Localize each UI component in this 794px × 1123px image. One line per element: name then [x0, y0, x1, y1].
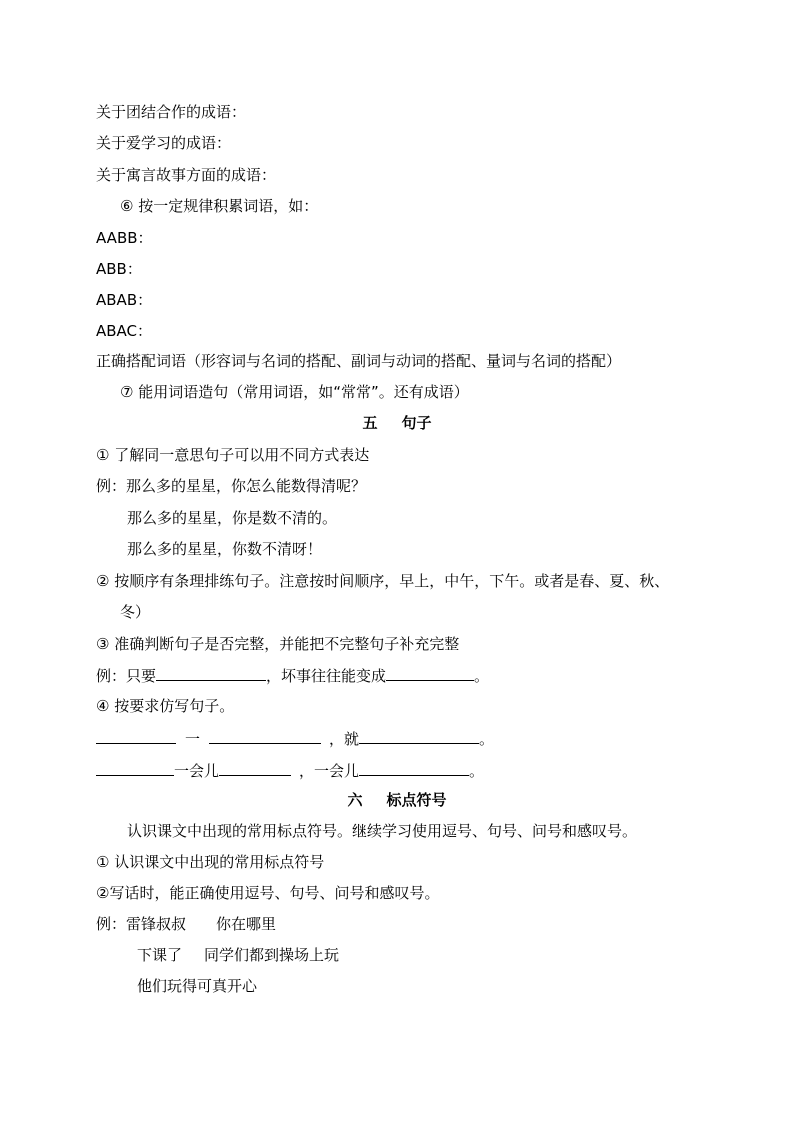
idiom-fable-line: 关于寓言故事方面的成语：: [96, 166, 277, 184]
item-7-line: ⑦ 能用词语造句（常用词语，如“常常”。还有成语）: [120, 383, 469, 401]
idiom-study-line: 关于爱学习的成语：: [96, 134, 232, 152]
pattern-abb: ABB：: [96, 260, 142, 278]
pattern-word-jiu: ，就: [329, 730, 360, 748]
section-5-number: 五: [362, 414, 378, 432]
section-6-number: 六: [347, 791, 363, 809]
example-class-over: 下课了: [137, 946, 183, 964]
fill-text-c: 。: [474, 667, 490, 685]
punctuation-example-1: [96, 914, 276, 934]
section-5-title: 句子: [401, 414, 432, 432]
fill-blank-example: [96, 665, 489, 686]
punctuation-item-2: ②写话时，能正确使用逗号、句号、问号和感叹号。: [96, 884, 440, 902]
sentence-item-2-cont: 冬）: [120, 603, 151, 621]
answer-blank[interactable]: [359, 728, 479, 744]
example-label: 例：雷锋叔叔: [96, 915, 187, 933]
example-question: 你在哪里: [216, 915, 277, 933]
pattern-exercise-2: [96, 760, 484, 781]
answer-blank[interactable]: [156, 665, 266, 681]
section-5-heading: [0, 413, 794, 433]
section-6-heading: [0, 790, 794, 810]
item-6-line: ⑥ 按一定规律积累词语，如：: [120, 197, 319, 215]
idiom-teamwork-line: 关于团结合作的成语：: [96, 103, 247, 121]
fill-text-b: ，坏事往往能变成: [266, 667, 387, 685]
pattern-end: 。: [479, 730, 495, 748]
pattern-abac: ABAC：: [96, 322, 153, 340]
example-1: 例：那么多的星星，你怎么能数得清呢？: [96, 477, 367, 495]
word-collocation-line: 正确搭配词语（形容词与名词的搭配、副词与动词的搭配、量词与名词的搭配）: [96, 352, 622, 370]
sentence-item-3: ③ 准确判断句子是否完整，并能把不完整句子补充完整: [96, 635, 460, 653]
example-playground: 同学们都到操场上玩: [204, 946, 340, 964]
pattern-aabb: AABB：: [96, 229, 153, 247]
sentence-item-1: ① 了解同一意思句子可以用不同方式表达: [96, 446, 370, 464]
pattern-abab: ABAB：: [96, 291, 153, 309]
section-6-title: 标点符号: [386, 791, 447, 809]
punctuation-intro: 认识课文中出现的常用标点符号。继续学习使用逗号、句号、问号和感叹号。: [127, 822, 638, 840]
pattern-word-yi: 一: [185, 730, 201, 748]
sentence-item-2: ② 按顺序有条理排练句子。注意按时间顺序，早上，中午，下午。或者是春、夏、秋、: [96, 572, 670, 590]
pattern-exercise-1: [96, 728, 494, 749]
pattern-word-yihuier-2: ，一会儿: [299, 762, 360, 780]
answer-blank[interactable]: [386, 665, 474, 681]
fill-text-a: 例：只要: [96, 667, 157, 685]
example-2: 那么多的星星，你是数不清的。: [127, 509, 338, 527]
answer-blank[interactable]: [219, 760, 291, 776]
pattern-word-yihuier: 一会儿: [174, 762, 220, 780]
answer-blank[interactable]: [359, 760, 469, 776]
sentence-item-4: ④ 按要求仿写句子。: [96, 697, 235, 715]
answer-blank[interactable]: [209, 728, 321, 744]
punctuation-example-3: 他们玩得可真开心: [137, 977, 258, 995]
punctuation-example-2: [137, 945, 339, 965]
punctuation-item-1: ① 认识课文中出现的常用标点符号: [96, 853, 325, 871]
answer-blank[interactable]: [96, 760, 174, 776]
example-3: 那么多的星星，你数不清呀！: [127, 540, 323, 558]
pattern-end: 。: [469, 762, 485, 780]
answer-blank[interactable]: [96, 728, 176, 744]
